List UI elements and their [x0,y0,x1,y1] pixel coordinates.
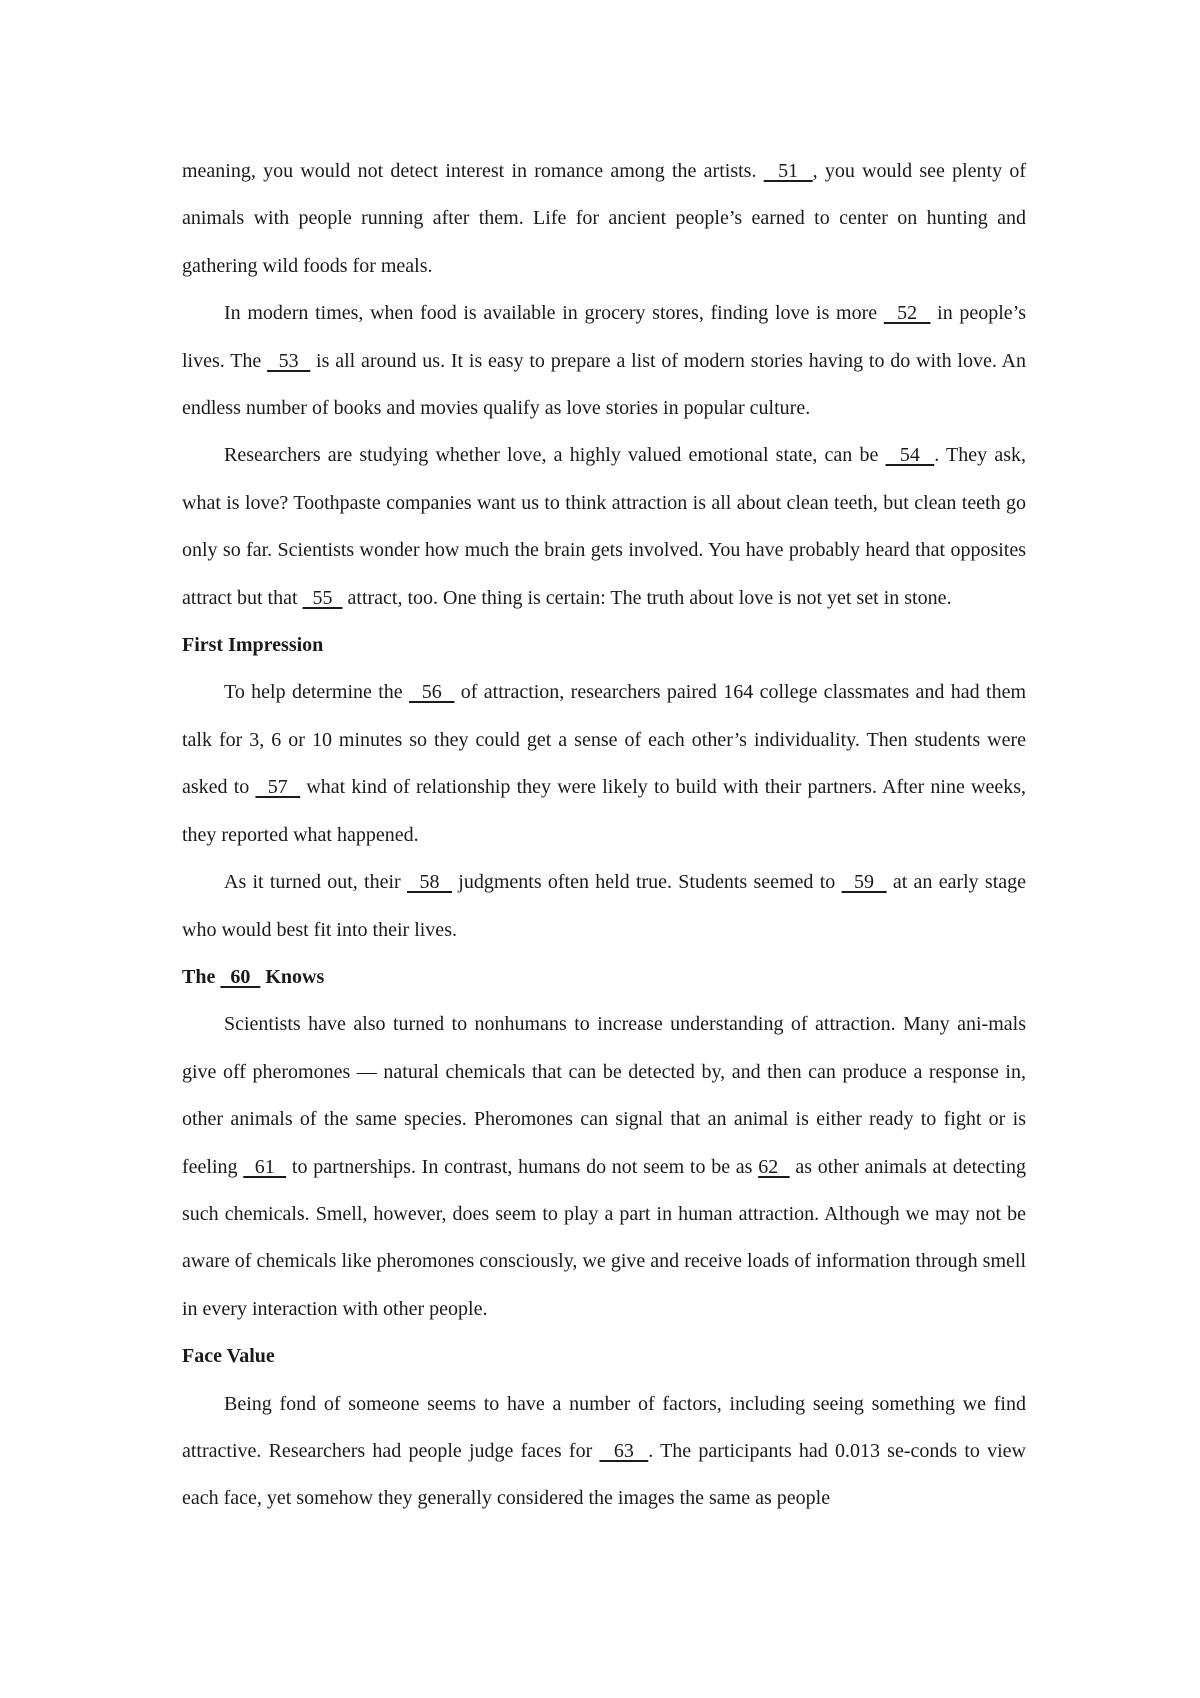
answer-blank: 60 [220,965,261,988]
section-heading [182,954,1026,1001]
text-run: Being fond of someone seems to have a number of factors, including seeing something we find attractive. Researchers had people judge faces for [182,1392,1026,1462]
document-page [182,148,1026,1523]
answer-blank: 55 [302,586,343,609]
text-run: judgments often held true. Students seemed to [452,871,842,894]
text-run: . They ask, what is love? Toothpaste companies want us to think attraction is all about clean teeth, but clean teeth go only so far. Scientists wonder how much the brain gets involved. You have probably heard that opposites attract but that [182,444,1026,609]
text-run: . The participants had 0.013 se-conds to view each face, yet somehow they generally considered the images the same as people [182,1439,1026,1510]
answer-blank: 62 [758,1155,790,1178]
text-run: attract, too. One thing is certain: The truth about love is not yet set in stone. [342,586,952,609]
text-run: Knows [260,965,325,988]
text-run: In modern times, when food is available in grocery stores, finding love is more [224,302,884,325]
text-run: what kind of relationship they were likely to build with their partners. After nine weeks, they reported what happened. [182,776,1027,846]
answer-blank: 57 [255,776,301,799]
text-run: in people’s lives. The [182,302,1027,372]
answer-blank: 63 [599,1439,649,1462]
answer-blank: 56 [409,681,455,704]
text-run: meaning, you would not detect interest in romance among the artists. [182,160,764,182]
paragraph [182,669,1026,859]
text-run: at an early stage who would best fit into their lives. [182,871,1027,941]
text-run: , you would see plenty of animals with people running after them. Life for ancient people’s earned to center on hunting and gathering wild foods for meals. [182,160,1027,277]
text-run: Face Value [182,1345,275,1368]
answer-blank: 51 [763,160,813,182]
section-heading [182,1333,1026,1380]
text-run: is all around us. It is easy to prepare a list of modern stories having to do with love. An endless number of books and movies qualify as love stories in popular culture. [182,349,1026,420]
paragraph [182,432,1026,622]
text-run: to partnerships. In contrast, humans do not seem to be as [286,1155,759,1178]
paragraph [182,1001,1026,1333]
text-run: As it turned out, their [224,871,407,894]
answer-blank: 61 [243,1155,287,1178]
paragraph [182,1381,1026,1523]
text-run: To help determine the [224,681,410,704]
text-run: Scientists have also turned to nonhumans to increase understanding of attraction. Many ani-mals give off pheromones — natural chemicals that can be detected by, and then can produce a response in, other animals of the same species. Pheromones can signal that an animal is either ready to fight or is feeling [182,1013,1026,1178]
text-run: of attraction, researchers paired 164 college classmates and had them talk for 3, 6 or 10 minutes so they could get a sense of each other’s individuality. Then students were asked to [182,681,1026,799]
answer-blank: 58 [406,871,453,894]
answer-blank: 54 [885,444,935,467]
text-run: as other animals at detecting such chemicals. Smell, however, does seem to play a part in human attraction. Although we may not be aware of chemicals like pheromones consciously, we give and receive loads of information through smell in every interaction with other people. [182,1155,1027,1320]
paragraph [182,859,1026,954]
paragraph [182,148,1026,290]
text-run: First Impression [182,634,324,657]
section-heading [182,622,1026,669]
answer-blank: 52 [883,302,931,325]
text-run: Researchers are studying whether love, a highly valued emotional state, can be [224,444,886,467]
answer-blank: 59 [841,871,887,894]
answer-blank: 53 [267,349,311,372]
text-run: The [182,965,221,988]
paragraph [182,290,1026,432]
